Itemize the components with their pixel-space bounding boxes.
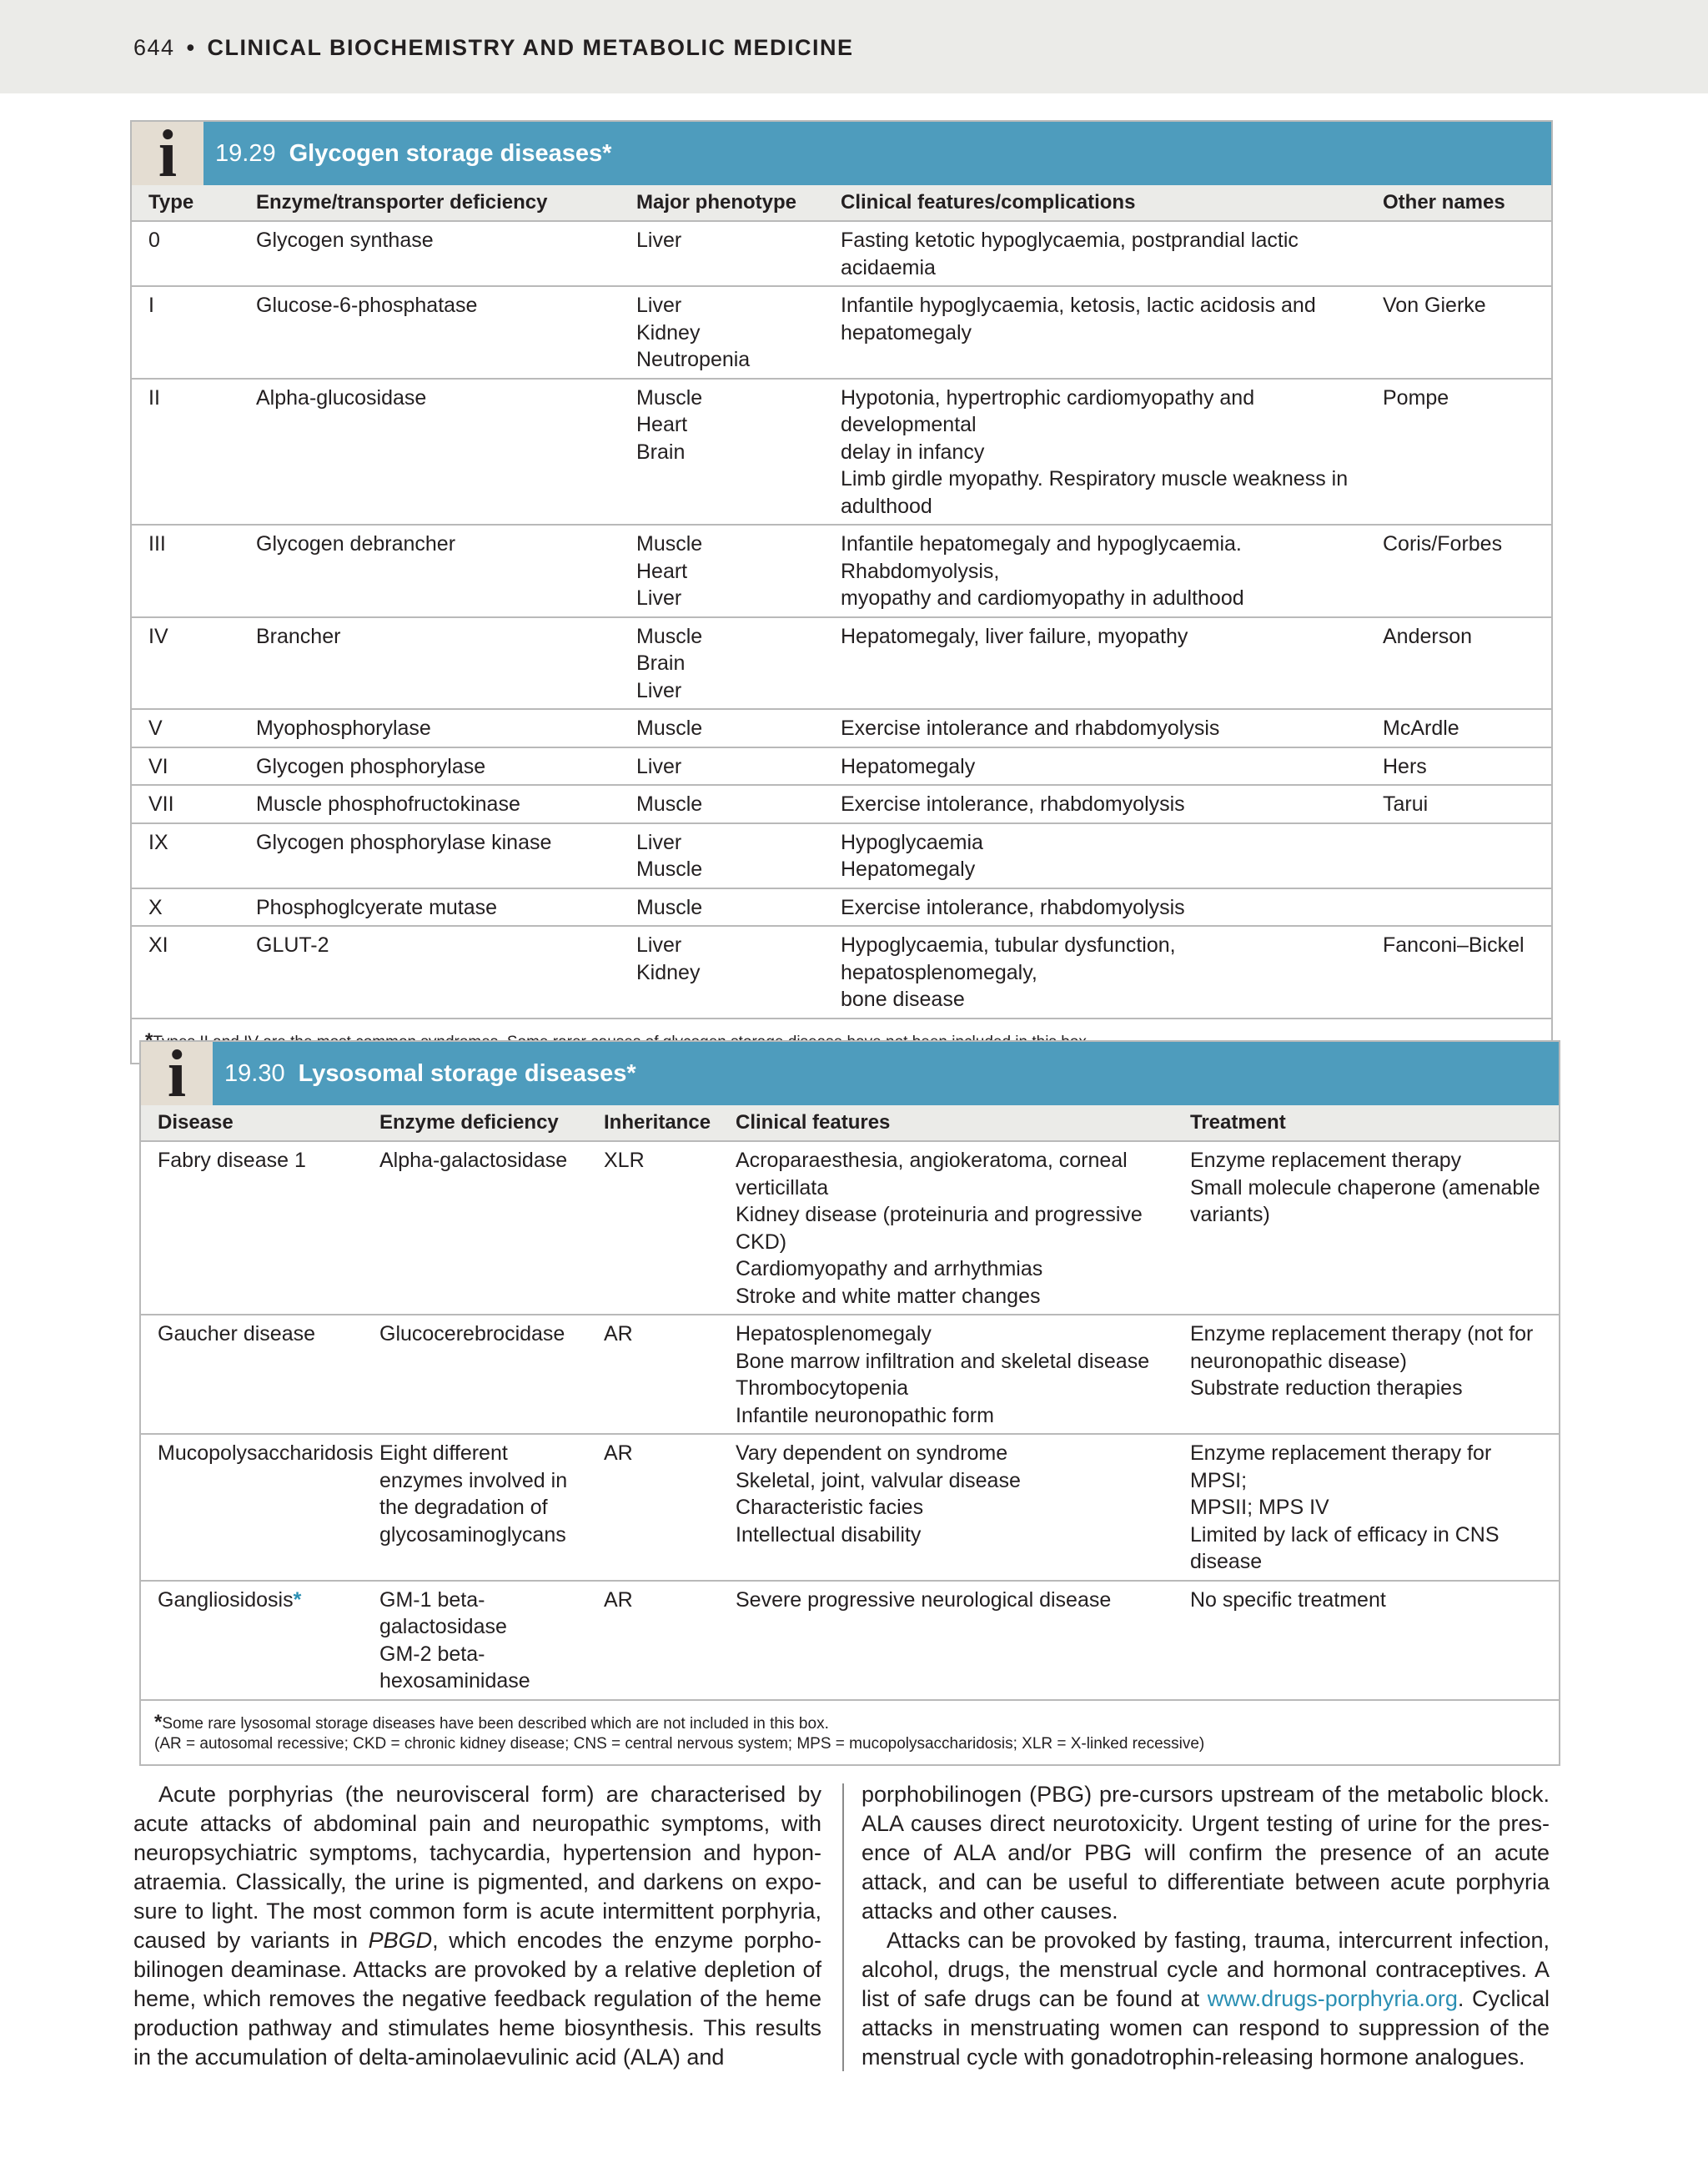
cell-type: IV: [132, 617, 251, 710]
col-header-phenotype: Major phenotype: [631, 185, 836, 221]
cell-treatment: Enzyme replacement therapy (not for neuronopathic disease) Substrate reduction therapies: [1185, 1315, 1559, 1434]
cell-features: Exercise intolerance, rhabdomyolysis: [836, 888, 1378, 927]
lysosomal-table-body: [141, 1141, 1559, 1700]
cell-phenotype: Muscle: [631, 709, 836, 747]
table-row: [132, 617, 1551, 710]
cell-enzyme: GM-1 beta- galactosidase GM-2 beta- hexosaminidase: [374, 1581, 599, 1700]
box-title-label: Lysosomal storage diseases*: [298, 1060, 636, 1087]
cell-features: Hepatomegaly: [836, 747, 1378, 786]
cell-treatment: Enzyme replacement therapy for MPSI; MPSII; MPS IV Limited by lack of efficacy in CNS disease: [1185, 1434, 1559, 1581]
cell-treatment: No specific treatment: [1185, 1581, 1559, 1700]
cell-type: II: [132, 379, 251, 526]
cell-other-names: [1378, 888, 1551, 927]
cell-phenotype: Liver Kidney Neutropenia: [631, 286, 836, 379]
cell-type: V: [132, 709, 251, 747]
cell-enzyme: Glycogen phosphorylase: [251, 747, 631, 786]
table-header-row: [132, 185, 1551, 221]
col-header-other-names: Other names: [1378, 185, 1551, 221]
cell-enzyme: Eight different enzymes involved in the degradation of glycosaminoglycans: [374, 1434, 599, 1581]
table-row: [132, 888, 1551, 927]
cell-other-names: [1378, 823, 1551, 888]
cell-type: X: [132, 888, 251, 927]
cell-other-names: Tarui: [1378, 785, 1551, 823]
cell-phenotype: Muscle: [631, 888, 836, 927]
col-header-features: Clinical features: [731, 1105, 1185, 1141]
footnote: *Some rare lysosomal storage diseases have been described which are not included in this box. (AR = autosomal recessive; CKD = chronic kidney disease; CNS = central nervous system; MPS = mucopolysaccharidosis; XLR = X-linked recessive): [154, 1710, 1205, 1753]
table-row: [132, 221, 1551, 286]
cell-phenotype: Muscle: [631, 785, 836, 823]
cell-phenotype: Muscle Heart Liver: [631, 525, 836, 617]
body-column-left: [133, 1780, 821, 2072]
running-head-title: CLINICAL BIOCHEMISTRY AND METABOLIC MEDICINE: [207, 35, 854, 60]
cell-enzyme: Muscle phosphofructokinase: [251, 785, 631, 823]
cell-phenotype: Liver: [631, 221, 836, 286]
cell-features: Hypotonia, hypertrophic cardiomyopathy and developmental delay in infancy Limb girdle myopathy. Respiratory muscle weakness in adulthood: [836, 379, 1378, 526]
cell-enzyme: Glycogen debrancher: [251, 525, 631, 617]
cell-enzyme: Alpha-galactosidase: [374, 1141, 599, 1315]
body-column-right: [862, 1780, 1550, 2072]
info-icon: i: [141, 1042, 213, 1105]
cell-features: Severe progressive neurological disease: [731, 1581, 1185, 1700]
box-title: [215, 122, 611, 185]
cell-other-names: [1378, 221, 1551, 286]
cell-features: Vary dependent on syndrome Skeletal, joint, valvular disease Characteristic facies Intellectual disability: [731, 1434, 1185, 1581]
box-number: 19.30: [224, 1060, 285, 1087]
cell-features: Exercise intolerance, rhabdomyolysis: [836, 785, 1378, 823]
cell-enzyme: Phosphoglcyerate mutase: [251, 888, 631, 927]
cell-other-names: Hers: [1378, 747, 1551, 786]
cell-phenotype: Muscle Heart Brain: [631, 379, 836, 526]
cell-type: VII: [132, 785, 251, 823]
cell-other-names: Von Gierke: [1378, 286, 1551, 379]
cell-enzyme: Myophosphorylase: [251, 709, 631, 747]
cell-type: I: [132, 286, 251, 379]
cell-disease: Gangliosidosis*: [141, 1581, 374, 1700]
cell-enzyme: Glycogen phosphorylase kinase: [251, 823, 631, 888]
cell-type: IX: [132, 823, 251, 888]
running-head: [133, 35, 854, 61]
cell-type: VI: [132, 747, 251, 786]
cell-features: Exercise intolerance and rhabdomyolysis: [836, 709, 1378, 747]
cell-features: Hypoglycaemia, tubular dysfunction, hepatosplenomegaly, bone disease: [836, 926, 1378, 1019]
col-header-disease: Disease: [141, 1105, 374, 1141]
porphyria-drugs-link[interactable]: www.drugs-porphyria.org: [1207, 1986, 1458, 2011]
cell-features: Infantile hepatomegaly and hypoglycaemia. Rhabdomyolysis, myopathy and cardiomyopathy in adulthood: [836, 525, 1378, 617]
cell-enzyme: GLUT-2: [251, 926, 631, 1019]
cell-enzyme: Brancher: [251, 617, 631, 710]
box-title-label: Glycogen storage diseases*: [289, 140, 612, 167]
cell-phenotype: Liver Muscle: [631, 823, 836, 888]
table-row: [141, 1434, 1559, 1581]
cell-features: Infantile hypoglycaemia, ketosis, lactic acidosis and hepatomegaly: [836, 286, 1378, 379]
col-header-treatment: Treatment: [1185, 1105, 1559, 1141]
cell-enzyme: Alpha-glucosidase: [251, 379, 631, 526]
info-icon: i: [132, 122, 203, 185]
col-header-features: Clinical features/complications: [836, 185, 1378, 221]
cell-type: XI: [132, 926, 251, 1019]
cell-type: III: [132, 525, 251, 617]
cell-inheritance: XLR: [599, 1141, 731, 1315]
box-title: [224, 1042, 636, 1105]
cell-phenotype: Liver Kidney: [631, 926, 836, 1019]
table-row: [132, 286, 1551, 379]
bullet-separator: •: [186, 35, 196, 60]
cell-features: Hepatomegaly, liver failure, myopathy: [836, 617, 1378, 710]
body-paragraph: porphobilinogen (PBG) pre-cursors upstream of the metabolic block. ALA causes direct neurotoxicity. Urgent testing of urine for the presence of ALA and/or PBG will confirm the presence of an acute attack, and can be useful to differentiate between acute porphyria attacks and other causes.: [862, 1782, 1550, 1924]
cell-other-names: Coris/Forbes: [1378, 525, 1551, 617]
col-header-inheritance: Inheritance: [599, 1105, 731, 1141]
table-row: [141, 1315, 1559, 1434]
cell-enzyme: Glycogen synthase: [251, 221, 631, 286]
cell-other-names: Anderson: [1378, 617, 1551, 710]
box-title-bar: [141, 1038, 1559, 1111]
cell-treatment: Enzyme replacement therapy Small molecule chaperone (amenable variants): [1185, 1141, 1559, 1315]
cell-features: Acroparaesthesia, angiokeratoma, corneal verticillata Kidney disease (proteinuria and progressive CKD) Cardiomyopathy and arrhythmias Stroke and white matter changes: [731, 1141, 1185, 1315]
body-paragraph: Acute porphyrias (the neurovisceral form) are characterised by acute attacks of abdominal pain and neuropathic symptoms, with neuropsychiatric symptoms, tachycardia, hypertension and hyponatraemia. Classically, the urine is pigmented, and darkens on exposure to light. The most common form is acute intermittent porphyria, caused by variants in PBGD, which encodes the enzyme porphobilinogen deaminase. Attacks are provoked by a relative depletion of heme, which removes the negative feedback regulation of the heme production pathway and stimulates heme biosynthesis. This results in the accumulation of delta-aminolaevulinic acid (ALA) and: [133, 1782, 822, 2070]
cell-disease: Fabry disease 1: [141, 1141, 374, 1315]
table-row: [132, 525, 1551, 617]
body-paragraph: Attacks can be provoked by fasting, trauma, intercurrent infection, alcohol, drugs, the menstrual cycle and hormonal contraceptives. A list of safe drugs can be found at www.drugs-porphyria.org. Cyclical attacks in menstruating women can respond to suppression of the menstrual cycle with gonadotrophin-releasing hormone analogues.: [862, 1928, 1550, 2070]
cell-phenotype: Muscle Brain Liver: [631, 617, 836, 710]
table-row: [141, 1141, 1559, 1315]
table-row: [141, 1581, 1559, 1700]
cell-other-names: Fanconi–Bickel: [1378, 926, 1551, 1019]
glycogen-table: [132, 185, 1551, 1063]
table-row: [132, 785, 1551, 823]
cell-features: Hepatosplenomegaly Bone marrow infiltration and skeletal disease Thrombocytopenia Infantile neuronopathic form: [731, 1315, 1185, 1434]
cell-inheritance: AR: [599, 1581, 731, 1700]
box-number: 19.29: [215, 140, 276, 167]
table-row: [132, 823, 1551, 888]
cell-inheritance: AR: [599, 1315, 731, 1434]
cell-inheritance: AR: [599, 1434, 731, 1581]
box-19-30: [139, 1040, 1560, 1766]
table-row: [132, 709, 1551, 747]
col-header-type: Type: [132, 185, 251, 221]
cell-other-names: Pompe: [1378, 379, 1551, 526]
cell-disease: Mucopolysaccharidosis: [141, 1434, 374, 1581]
col-header-enzyme: Enzyme/transporter deficiency: [251, 185, 631, 221]
table-row: [132, 926, 1551, 1019]
lysosomal-table: [141, 1105, 1559, 1764]
table-row: [132, 747, 1551, 786]
table-row: [132, 379, 1551, 526]
box-title-bar: [132, 118, 1551, 191]
cell-type: 0: [132, 221, 251, 286]
page-number: 644: [133, 35, 175, 60]
col-header-enzyme: Enzyme deficiency: [374, 1105, 599, 1141]
footnote-row: [141, 1700, 1559, 1764]
cell-enzyme: Glucocerebrocidase: [374, 1315, 599, 1434]
glycogen-table-body: [132, 221, 1551, 1019]
cell-enzyme: Glucose-6-phosphatase: [251, 286, 631, 379]
cell-features: Fasting ketotic hypoglycaemia, postprandial lactic acidaemia: [836, 221, 1378, 286]
cell-features: Hypoglycaemia Hepatomegaly: [836, 823, 1378, 888]
footnote-marker: *: [293, 1587, 302, 1612]
cell-other-names: McArdle: [1378, 709, 1551, 747]
cell-disease: Gaucher disease: [141, 1315, 374, 1434]
column-divider: [842, 1783, 844, 2071]
table-header-row: [141, 1105, 1559, 1141]
box-19-29: [130, 120, 1553, 1064]
gene-name: PBGD: [368, 1928, 433, 1953]
cell-phenotype: Liver: [631, 747, 836, 786]
